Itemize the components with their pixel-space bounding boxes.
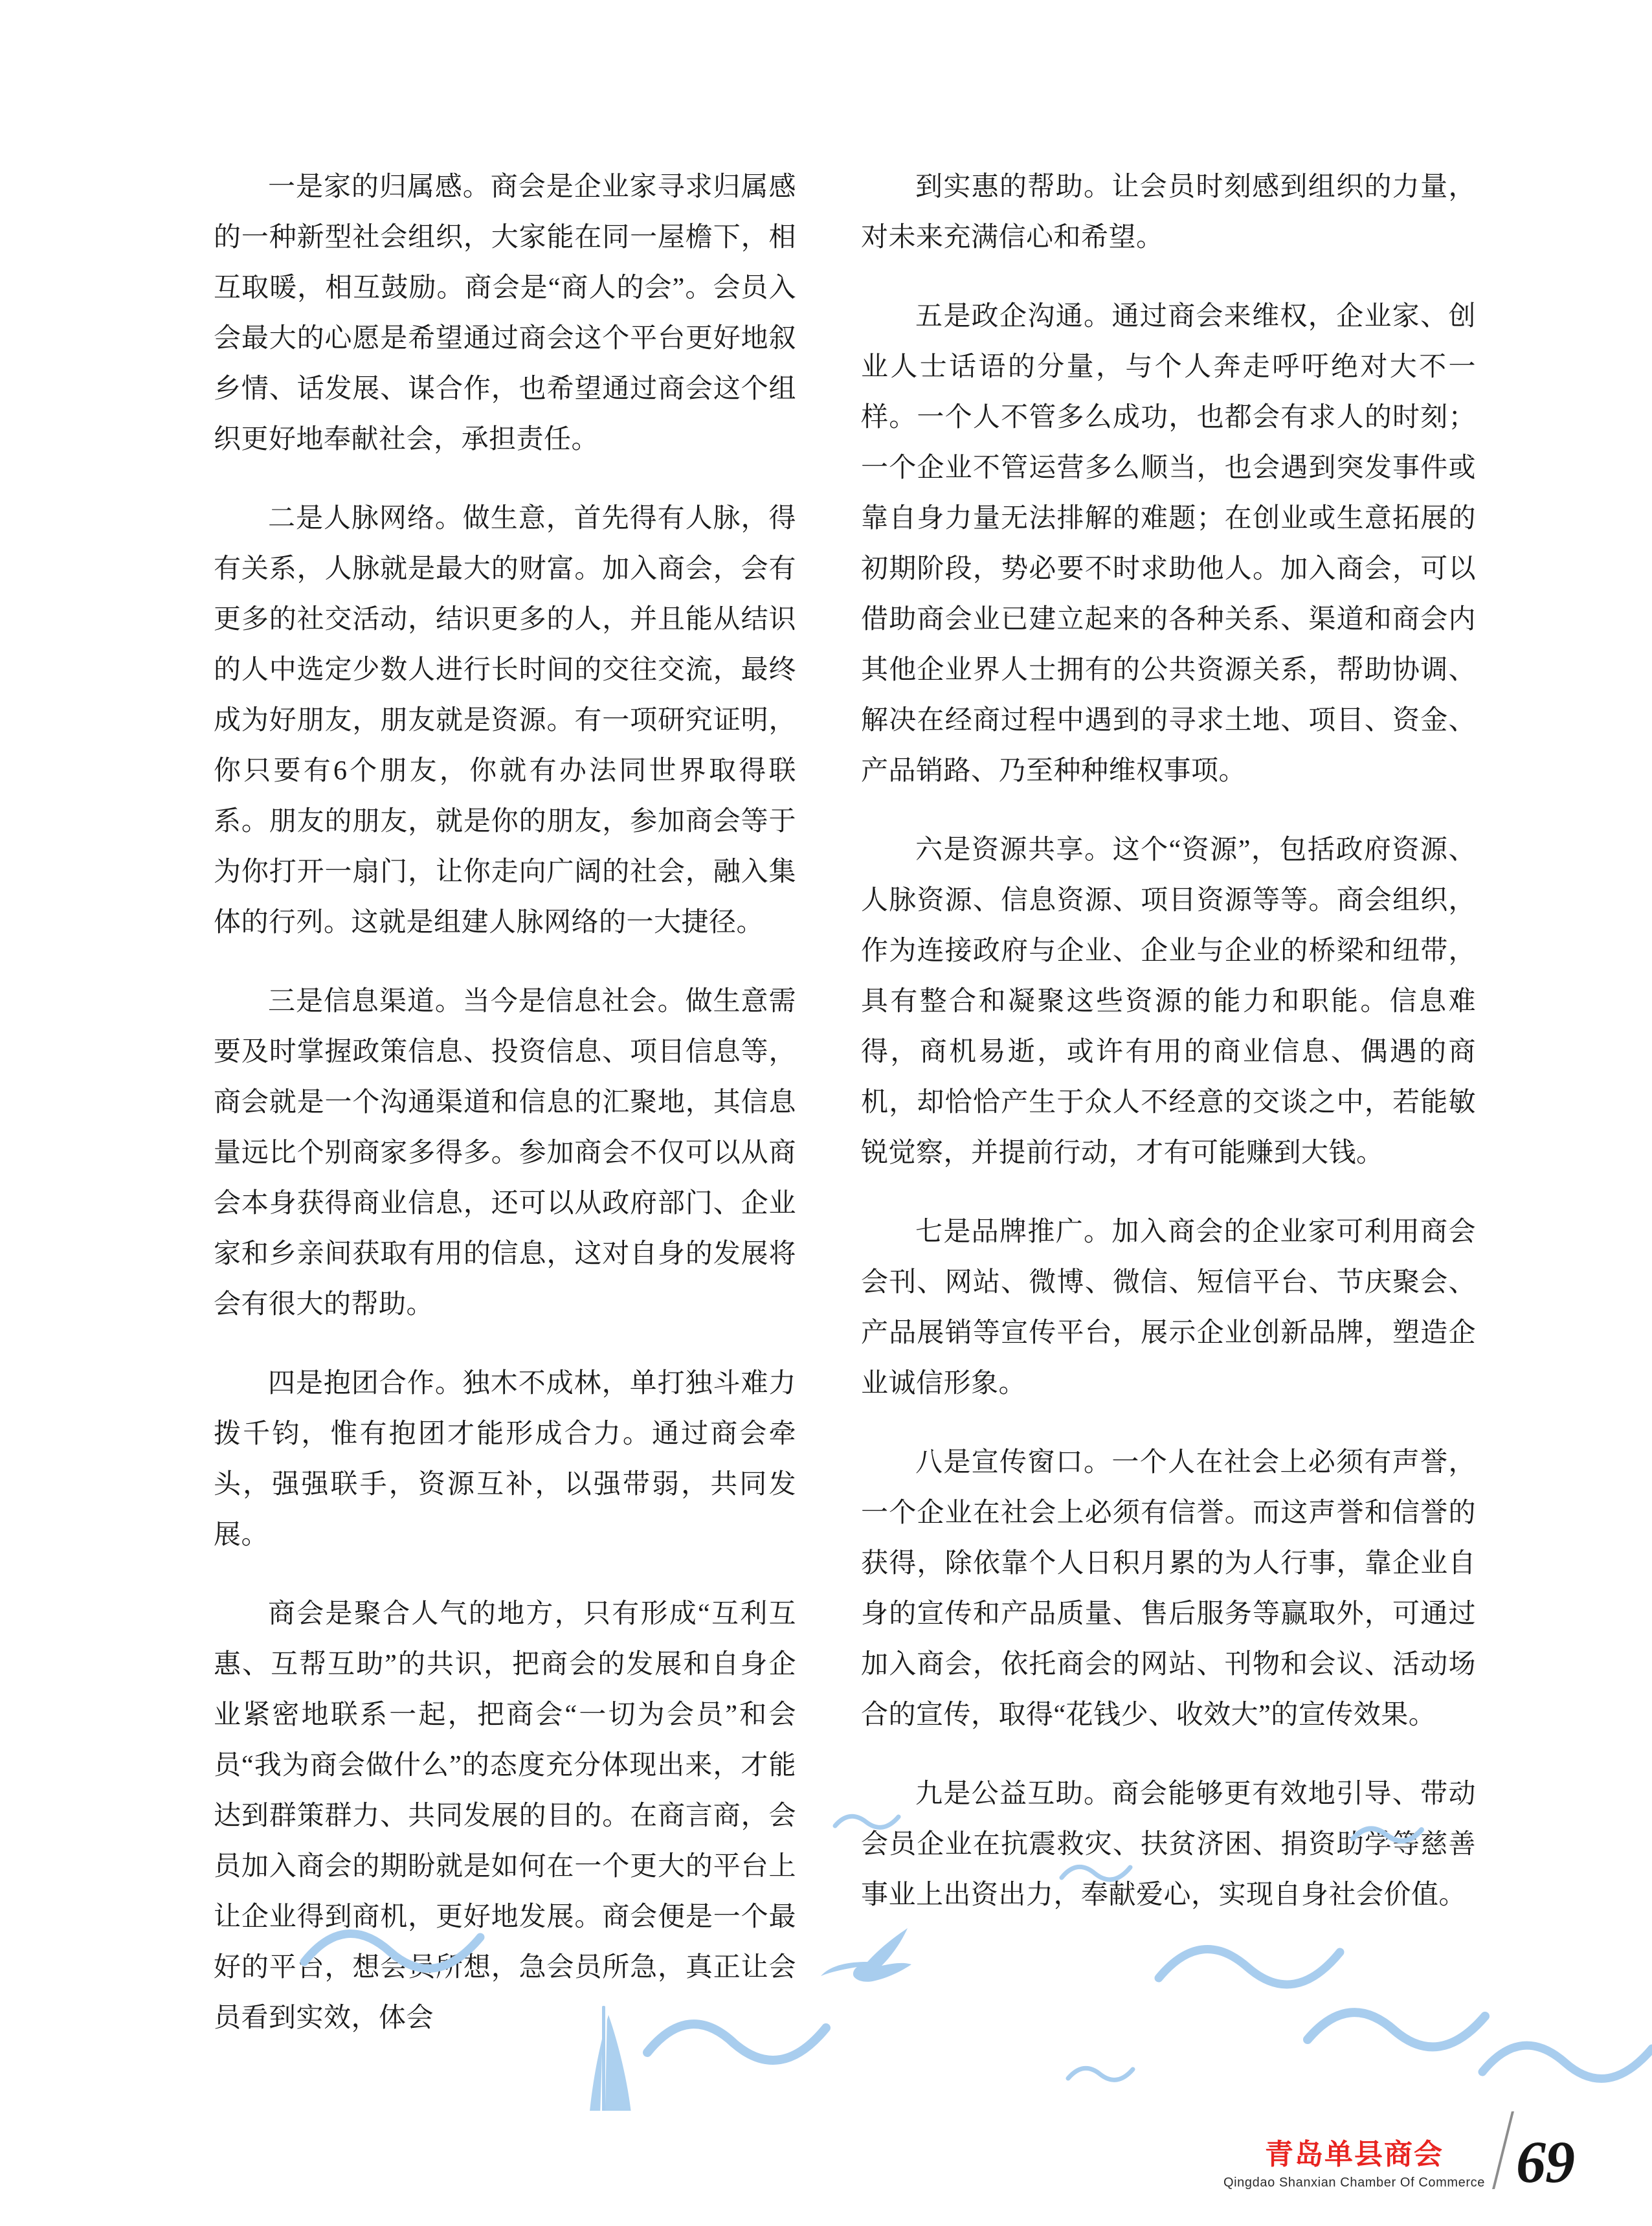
- page-footer: [1223, 2111, 1574, 2195]
- paragraph: 二是人脉网络。做生意，首先得有人脉，得有关系，人脉就是最大的财富。加入商会，会有更多的社交活动，结识更多的人，并且能从结识的人中选定少数人进行长时间的交往交流，最终成为好朋友，朋友就是资源。有一项研究证明，你只要有6个朋友，你就有办法同世界取得联系。朋友的朋友，就是你的朋友，参加商会等于为你打开一扇门，让你走向广阔的社会，融入集体的行列。这就是组建人脉网络的一大捷径。: [214, 504, 796, 938]
- paragraph: 九是公益互助。商会能够更有效地引导、带动会员企业在抗震救灾、扶贫济困、捐资助学等慈善事业上出资出力，奉献爱心，实现自身社会价值。: [861, 1779, 1476, 1910]
- text-column-left: [214, 162, 796, 2043]
- paragraph: 商会是聚合人气的地方，只有形成“互利互惠、互帮互助”的共识，把商会的发展和自身企业紧密地联系一起，把商会“一切为会员”和会员“我为商会做什么”的态度充分体现出来，才能达到群策群力、共同发展的目的。在商言商，会员加入商会的期盼就是如何在一个更大的平台上让企业得到商机，更好地发展。商会便是一个最好的平台，想会员所想，急会员所急，真正让会员看到实效，体会: [214, 1599, 796, 2033]
- text-column-right: [861, 162, 1476, 2043]
- paragraph: 五是政企沟通。通过商会来维权，企业家、创业人士话语的分量，与个人奔走呼吁绝对大不一样。一个人不管多么成功，也都会有求人的时刻；一个企业不管运营多么顺当，也会遇到突发事件或靠自身力量无法排解的难题；在创业或生意拓展的初期阶段，势必要不时求助他人。加入商会，可以借助商会业已建立起来的各种关系、渠道和商会内其他企业界人士拥有的公共资源关系，帮助协调、解决在经商过程中遇到的寻求土地、项目、资金、产品销路、乃至种种维权事项。: [861, 302, 1476, 786]
- chamber-logo: [1223, 2139, 1502, 2190]
- paragraph: 八是宣传窗口。一个人在社会上必须有声誉，一个企业在社会上必须有信誉。而这声誉和信誉的获得，除依靠个人日积月累的为人行事，靠企业自身的宣传和产品质量、售后服务等赢取外，可通过加入商会，依托商会的网站、刊物和会议、活动场合的宣传，取得“花钱少、收效大”的宣传效果。: [861, 1448, 1476, 1730]
- paragraph: 三是信息渠道。当今是信息社会。做生意需要及时掌握政策信息、投资信息、项目信息等，商会就是一个沟通渠道和信息的汇聚地，其信息量远比个别商家多得多。参加商会不仅可以从商会本身获得商业信息，还可以从政府部门、企业家和乡亲间获取有用的信息，这对自身的发展将会有很大的帮助。: [214, 987, 796, 1320]
- paragraph: 六是资源共享。这个“资源”，包括政府资源、人脉资源、信息资源、项目资源等等。商会组织，作为连接政府与企业、企业与企业的桥梁和纽带，具有整合和凝聚这些资源的能力和职能。信息难得，商机易逝，或许有用的商业信息、偶遇的商机，却恰恰产生于众人不经意的交谈之中，若能敏锐觉察，并提前行动，才有可能赚到大钱。: [861, 835, 1476, 1168]
- article-body: [214, 162, 1476, 2043]
- paragraph: 七是品牌推广。加入商会的企业家可利用商会会刊、网站、微博、微信、短信平台、节庆聚会、产品展销等宣传平台，展示企业创新品牌，塑造企业诚信形象。: [861, 1217, 1476, 1399]
- paragraph: 到实惠的帮助。让会员时刻感到组织的力量，对未来充满信心和希望。: [861, 172, 1476, 253]
- page-number: 69: [1516, 2128, 1574, 2195]
- logo-english-name: Qingdao Shanxian Chamber Of Commerce: [1223, 2175, 1485, 2190]
- logo-chinese-name: 青岛单县商会: [1264, 2139, 1444, 2171]
- paragraph: 四是抱团合作。独木不成林，单打独斗难力拨千钧，惟有抱团才能形成合力。通过商会牵头，强强联手，资源互补，以强带弱，共同发展。: [214, 1369, 796, 1550]
- paragraph: 一是家的归属感。商会是企业家寻求归属感的一种新型社会组织，大家能在同一屋檐下，相互取暖，相互鼓励。商会是“商人的会”。会员入会最大的心愿是希望通过商会这个平台更好地叙乡情、话发展、谋合作，也希望通过商会这个组织更好地奉献社会，承担责任。: [214, 172, 796, 455]
